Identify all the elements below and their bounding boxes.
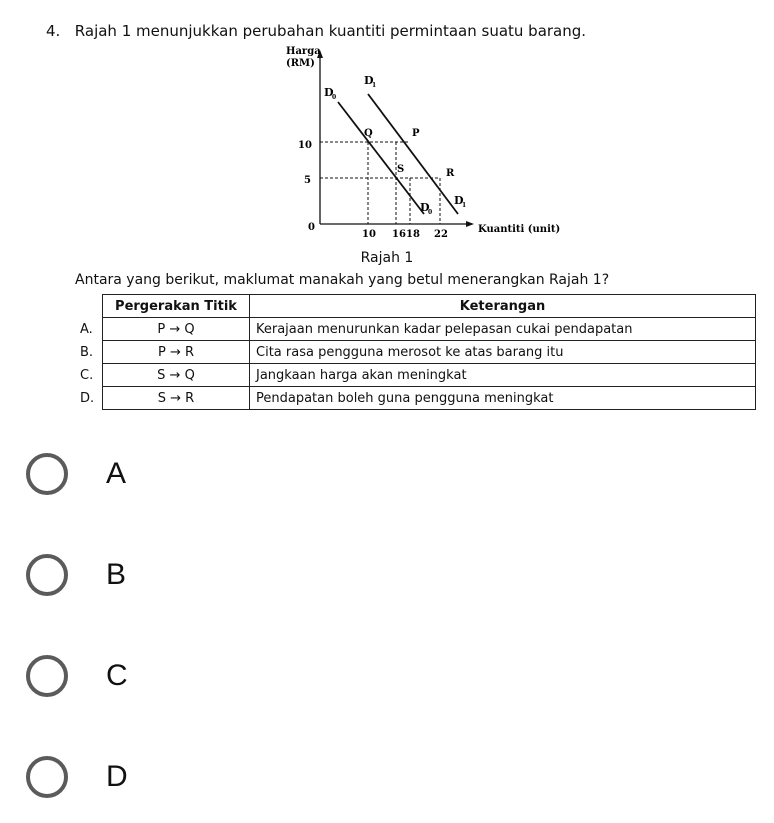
header-spacer	[80, 295, 103, 318]
table-row	[80, 341, 756, 364]
radio-d[interactable]	[26, 756, 68, 798]
question-text: Rajah 1 menunjukkan perubahan kuantiti permintaan suatu barang.	[74, 22, 587, 40]
d0-label-top-sub: 0	[332, 94, 337, 101]
row-letter: A.	[80, 321, 93, 337]
point-s-label: S	[397, 164, 405, 175]
row-description: Cita rasa pengguna merosot ke atas barang itu	[250, 341, 756, 364]
radio-c[interactable]	[26, 655, 68, 697]
choice-c-label: C	[106, 659, 128, 692]
table-row	[80, 387, 756, 410]
point-p-label: P	[412, 128, 420, 139]
choice-a[interactable]	[26, 453, 126, 495]
origin-label: 0	[308, 222, 315, 233]
x-tick-10: 10	[362, 229, 376, 240]
choice-b[interactable]	[26, 554, 126, 596]
y-tick-5: 5	[304, 175, 311, 186]
demand-chart-svg	[270, 44, 570, 244]
x-tick-22: 22	[434, 229, 448, 240]
point-r-label: R	[446, 168, 455, 179]
d1-label-bottom: D	[454, 194, 464, 207]
table-row	[80, 364, 756, 387]
x-tick-18: 18	[406, 229, 420, 240]
row-description: Pendapatan boleh guna pengguna meningkat	[250, 387, 756, 410]
d0-label-bottom: D	[420, 201, 430, 214]
table-row	[80, 318, 756, 341]
header-description: Keterangan	[250, 295, 756, 318]
row-letter: D.	[80, 390, 95, 406]
y-tick-10: 10	[298, 140, 312, 151]
radio-a[interactable]	[26, 453, 68, 495]
d0-label-bottom-sub: 0	[428, 209, 433, 216]
choice-b-label: B	[106, 558, 127, 591]
radio-b[interactable]	[26, 554, 68, 596]
y-axis-title-2: (RM)	[286, 58, 315, 69]
choice-c[interactable]	[26, 655, 128, 697]
x-axis-title: Kuantiti (unit)	[478, 224, 561, 235]
demand-chart	[270, 44, 570, 244]
row-movement: P → R	[103, 341, 250, 364]
d0-label-top: D	[324, 86, 334, 99]
d1-label-top-sub: 1	[372, 82, 377, 89]
x-tick-16: 16	[392, 229, 406, 240]
demand-curve-d1	[368, 94, 458, 214]
row-movement: S → R	[103, 387, 250, 410]
x-axis-arrow	[466, 221, 474, 227]
figure-caption: Rajah 1	[360, 250, 414, 266]
point-q-label: Q	[364, 128, 373, 139]
choice-d[interactable]	[26, 756, 128, 798]
d1-label-top: D	[364, 74, 374, 87]
options-table	[80, 294, 756, 410]
d1-label-bottom-sub: 1	[462, 202, 467, 209]
row-letter: C.	[80, 367, 94, 383]
question-prompt: Antara yang berikut, maklumat manakah yang betul menerangkan Rajah 1?	[75, 272, 610, 288]
question-number: 4.	[46, 22, 61, 40]
choice-a-label: A	[106, 457, 127, 490]
row-description: Jangkaan harga akan meningkat	[250, 364, 756, 387]
row-letter: B.	[80, 344, 94, 360]
row-movement: P → Q	[103, 318, 250, 341]
header-movement: Pergerakan Titik	[103, 295, 250, 318]
row-movement: S → Q	[103, 364, 250, 387]
row-description: Kerajaan menurunkan kadar pelepasan cukai pendapatan	[250, 318, 756, 341]
y-axis-title-1: Harga	[286, 46, 321, 57]
question-title	[46, 22, 586, 40]
choice-d-label: D	[106, 760, 128, 793]
table-header-row	[80, 295, 756, 318]
demand-curve-d0	[338, 102, 424, 214]
